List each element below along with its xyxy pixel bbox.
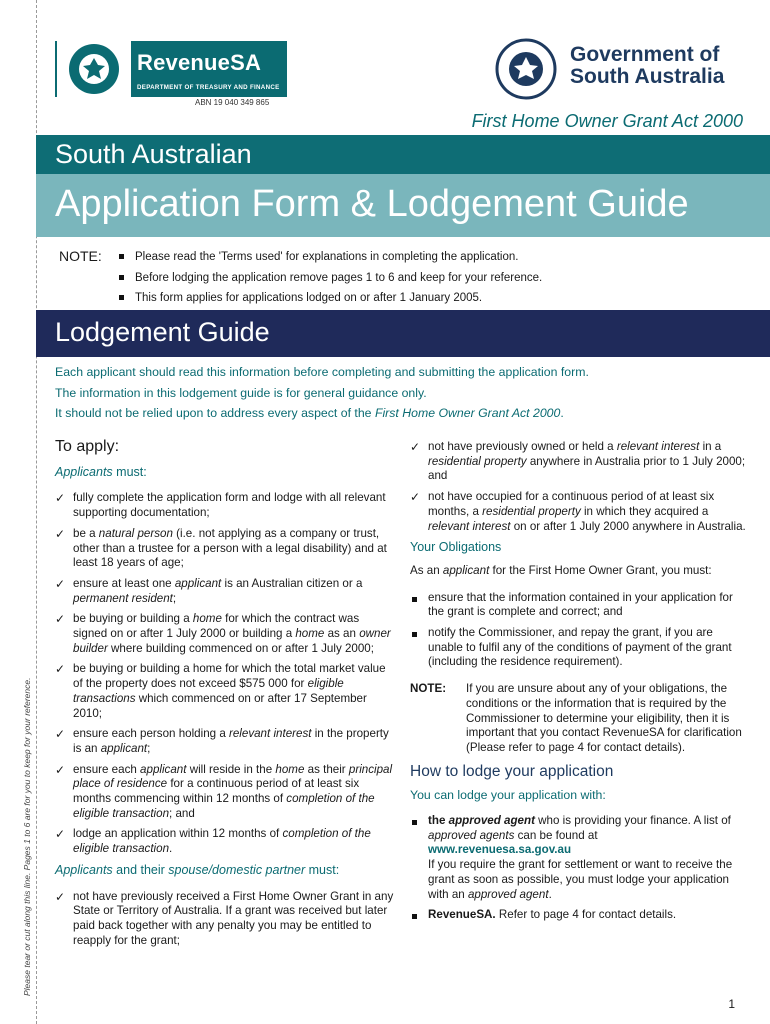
obligations-note (410, 682, 750, 756)
intro-text (55, 362, 745, 424)
left-column (55, 440, 395, 954)
revenuesa-website-link[interactable]: www.revenuesa.sa.gov.au (428, 843, 572, 857)
list-item: ✓ not have previously owned or held a relevant interest in a residential property anywhere in Australia prior to 1 July 2000; and (410, 440, 746, 483)
bullet-icon (412, 820, 417, 825)
list-item: ✓ fully complete the application form and lodge with all relevant supporting documentation; (55, 491, 386, 520)
bullet-icon (119, 275, 124, 280)
lodge-subheading: You can lodge your application with: (410, 788, 606, 803)
note-text: If you are unsure about any of your obligations, the conditions or the information that is required by the Commissioner to determine your eligibility, then it is important that you contact RevenueSA for clarification (Please refer to page 4 for contact details). (466, 682, 742, 754)
note-list (119, 247, 719, 309)
bullet-icon (119, 295, 124, 300)
sa-seal-icon (57, 41, 131, 97)
revenuesa-name: RevenueSA (137, 50, 262, 75)
government-line-1: Government of (570, 43, 720, 66)
applicants-must-heading: Applicants must: (55, 464, 147, 479)
list-item: the approved agent who is providing your finance. A list of approved agents can be found at www.revenuesa.sa.gov.au If you require the grant for settlement or want to receive the grant as soon as possible, you must lodge your application with an approved agent. (410, 814, 750, 902)
bullet-icon (412, 914, 417, 919)
check-icon: ✓ (55, 889, 66, 904)
check-icon: ✓ (410, 440, 421, 454)
to-apply-heading: To apply: (55, 438, 120, 455)
section-title: Lodgement Guide (55, 317, 270, 347)
act-title: First Home Owner Grant Act 2000 (471, 111, 743, 131)
spouse-requirements-list (55, 890, 395, 949)
lodge-options-list (410, 814, 750, 923)
intro-line: The information in this lodgement guide is for general guidance only. (55, 385, 427, 400)
tear-line-note: Please tear or cut along this line. Pages 1 to 6 are for you to keep for your reference. (22, 677, 32, 996)
list-item: RevenueSA. Refer to page 4 for contact details. (410, 908, 750, 923)
right-column (410, 440, 750, 929)
page-title: Application Form & Lodgement Guide (55, 183, 689, 225)
list-item: ✓ be a natural person (i.e. not applying as a company or trust, other than a trustee for a person with a legal disability) and at least 18 years of age; (55, 526, 387, 570)
note-label: NOTE: (59, 248, 102, 264)
list-item: ✓ be buying or building a home for which the contract was signed on or after 1 July 2000 or building a home as an owner builder where building commenced on or after 1 July 2000; (55, 612, 391, 655)
obligations-intro: As an applicant for the First Home Owner Grant, you must: (410, 563, 712, 577)
list-item: ensure that the information contained in your application for the grant is complete and correct; and (410, 591, 750, 620)
title-band (36, 174, 770, 237)
abn-number: ABN 19 040 349 865 (195, 98, 270, 107)
check-icon: ✓ (55, 526, 66, 541)
list-item: notify the Commissioner, and repay the grant, if you are unable to fulfil any of the conditions of payment of the grant (including the residence requirement). (410, 626, 750, 670)
check-icon: ✓ (55, 491, 66, 506)
bullet-icon (412, 632, 417, 637)
bullet-icon (119, 254, 124, 259)
list-item: ✓ not have previously received a First Home Owner Grant in any State or Territory of Australia. If a grant was received but later paid back together with any penalty you may be entitled to reapply for the grant; (55, 889, 394, 947)
intro-line: Each applicant should read this information before completing and submitting the application form. (55, 365, 589, 379)
intro-line: It should not be relied upon to address every aspect of the First Home Owner Grant Act 2000. (55, 406, 564, 421)
check-icon: ✓ (55, 612, 66, 627)
obligations-heading: Your Obligations (410, 540, 502, 555)
list-item: ✓ lodge an application within 12 months of completion of the eligible transaction. (55, 827, 371, 856)
note-label: NOTE: (410, 682, 447, 696)
check-icon: ✓ (55, 727, 66, 742)
revenuesa-department: DEPARTMENT OF TREASURY AND FINANCE (137, 83, 283, 93)
check-icon: ✓ (410, 490, 421, 505)
list-item: ✓ ensure at least one applicant is an Australian citizen or a permanent resident; (55, 576, 363, 605)
list-item: This form applies for applications lodged on or after 1 January 2005. (119, 288, 719, 309)
applicants-spouse-heading: Applicants and their spouse/domestic partner must: (55, 862, 340, 877)
page-number: 1 (728, 997, 735, 1011)
check-icon: ✓ (55, 827, 66, 842)
section-band (36, 310, 770, 357)
check-icon: ✓ (55, 762, 66, 777)
region-title: South Australian (55, 139, 252, 169)
list-item: ✓ not have occupied for a continuous period of at least six months, a residential property in which they acquired a relevant interest on or after 1 July 2000 anywhere in Australia. (410, 490, 746, 533)
requirements-list (55, 491, 395, 856)
spouse-requirements-list-continued (410, 440, 750, 534)
government-line-2: South Australia (570, 65, 725, 88)
government-title (570, 44, 724, 88)
list-item: Please read the 'Terms used' for explanations in completing the application. (119, 247, 719, 268)
list-item: Before lodging the application remove pages 1 to 6 and keep for your reference. (119, 268, 719, 289)
region-band (36, 135, 770, 174)
obligations-list (410, 591, 750, 671)
list-item: ✓ ensure each person holding a relevant interest in the property is an applicant; (55, 727, 389, 755)
check-icon: ✓ (55, 576, 66, 591)
sa-seal-icon (494, 38, 558, 100)
check-icon: ✓ (55, 662, 66, 677)
revenuesa-logo (55, 41, 287, 97)
bullet-icon (412, 597, 417, 602)
list-item: ✓ be buying or building a home for which the total market value of the property does not exceed $575 000 for eligible transactions which commenced on or after 17 September 2010; (55, 662, 386, 720)
government-sa-logo (494, 38, 734, 100)
how-to-lodge-heading: How to lodge your application (410, 762, 614, 780)
list-item: ✓ ensure each applicant will reside in the home as their principal place of residence for a continuous period of at least six months commencing within 12 months of completion of the eligible transaction; and (55, 762, 393, 820)
